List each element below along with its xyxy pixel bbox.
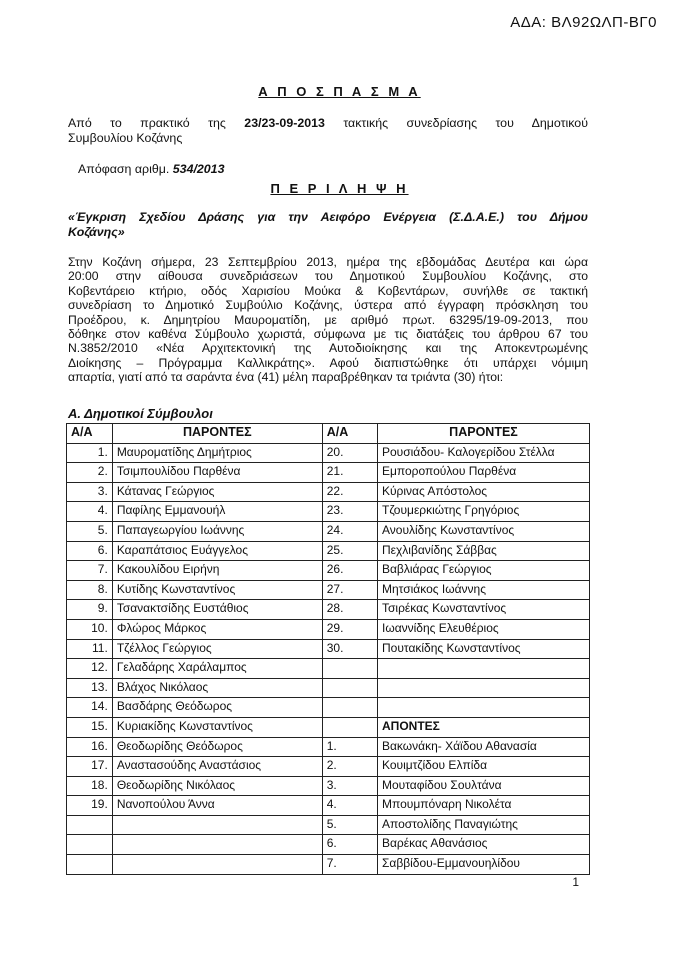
cell-name-left: Κάτανας Γεώργιος — [112, 482, 322, 502]
cell-aa-left: 9. — [67, 600, 113, 620]
cell-aa-left: 14. — [67, 698, 113, 718]
cell-name-right — [377, 698, 589, 718]
table-row — [67, 757, 590, 777]
cell-aa-right: 24. — [322, 521, 377, 541]
table-row — [67, 639, 590, 659]
cell-name-right: Πουτακίδης Κωνσταντίνος — [377, 639, 589, 659]
cell-aa-left: 12. — [67, 659, 113, 679]
subject-line-1: «Έγκριση Σχεδίου Δράσης για την Αειφόρο Ενέργεια (Σ.Δ.Α.Ε.) του Δήμου — [68, 210, 588, 224]
table-row — [67, 835, 590, 855]
table-row — [67, 541, 590, 561]
body-line: Προέδρου, κ. Δημητρίου Μαυροματίδη, με αριθμό πρωτ. 63295/19-09-2013, που — [68, 312, 588, 327]
table-row — [67, 619, 590, 639]
table-row — [67, 698, 590, 718]
body-line: δόθηκε στον καθένα Σύμβουλο χωριστά, σύμφωνα με τις διατάξεις του άρθρου 67 του — [68, 327, 588, 342]
apospasma-heading: Α Π Ο Σ Π Α Σ Μ Α — [258, 84, 421, 99]
cell-aa-right: 21. — [322, 463, 377, 483]
cell-name-left: Καραπάτσιος Ευάγγελος — [112, 541, 322, 561]
cell-aa-right: 30. — [322, 639, 377, 659]
cell-name-right: Κουιμτζίδου Ελπίδα — [377, 757, 589, 777]
cell-aa-left: 19. — [67, 796, 113, 816]
cell-aa-right: 26. — [322, 561, 377, 581]
cell-name-left: Τσανακτσίδης Ευστάθιος — [112, 600, 322, 620]
members-table — [66, 423, 590, 875]
cell-name-left — [112, 835, 322, 855]
cell-aa-right: 23. — [322, 502, 377, 522]
cell-aa-left: 6. — [67, 541, 113, 561]
perilipsi-heading: Π Ε Ρ Ι Λ Η Ψ Η — [270, 181, 409, 196]
cell-name-left: Τσιμπουλίδου Παρθένα — [112, 463, 322, 483]
cell-name-left: Τζέλλος Γεώργιος — [112, 639, 322, 659]
cell-aa-left: 3. — [67, 482, 113, 502]
cell-name-left: Κυτίδης Κωνσταντίνος — [112, 580, 322, 600]
cell-name-right: Πεχλιβανίδης Σάββας — [377, 541, 589, 561]
table-row — [67, 502, 590, 522]
cell-aa-left: 15. — [67, 717, 113, 737]
cell-aa-right — [322, 698, 377, 718]
table-row — [67, 855, 590, 875]
cell-name-right: Βακωνάκη- Χάϊδου Αθανασία — [377, 737, 589, 757]
cell-name-left — [112, 815, 322, 835]
cell-aa-right: 4. — [322, 796, 377, 816]
cell-name-left: Φλώρος Μάρκος — [112, 619, 322, 639]
cell-name-right: Βαβλιάρας Γεώργιος — [377, 561, 589, 581]
cell-aa-left: 16. — [67, 737, 113, 757]
col-header-aa-2: Α/Α — [322, 424, 377, 444]
cell-aa-right — [322, 678, 377, 698]
cell-name-right: Κύρινας Απόστολος — [377, 482, 589, 502]
cell-aa-left: 10. — [67, 619, 113, 639]
cell-aa-left: 5. — [67, 521, 113, 541]
cell-name-right — [377, 659, 589, 679]
cell-aa-right: 20. — [322, 443, 377, 463]
cell-name-left: Κυριακίδης Κωνσταντίνος — [112, 717, 322, 737]
cell-name-right: Αποστολίδης Παναγιώτης — [377, 815, 589, 835]
cell-aa-left: 4. — [67, 502, 113, 522]
table-row — [67, 561, 590, 581]
body-line: Διοίκησης – Πρόγραμμα Καλλικράτης». Αφού διαπιστώθηκε ότι υπάρχει νόμιμη — [68, 355, 588, 370]
cell-aa-left: 2. — [67, 463, 113, 483]
cell-aa-left — [67, 835, 113, 855]
subject-line-2: Κοζάνης» — [68, 225, 125, 239]
cell-name-left: Παπαγεωργίου Ιωάννης — [112, 521, 322, 541]
cell-aa-left: 11. — [67, 639, 113, 659]
cell-name-right: Σαββίδου-Εμμανουηλίδου — [377, 855, 589, 875]
cell-aa-right: 29. — [322, 619, 377, 639]
page-number: 1 — [572, 875, 579, 889]
cell-aa-left: 17. — [67, 757, 113, 777]
cell-aa-right — [322, 717, 377, 737]
cell-name-left: Αναστασούδης Αναστάσιος — [112, 757, 322, 777]
intro-line-2: Συμβουλίου Κοζάνης — [68, 131, 183, 145]
cell-aa-left: 18. — [67, 776, 113, 796]
cell-name-left — [112, 855, 322, 875]
cell-name-left: Μαυροματίδης Δημήτριος — [112, 443, 322, 463]
cell-name-right: Τζουμερκιώτης Γρηγόριος — [377, 502, 589, 522]
cell-name-right — [377, 678, 589, 698]
table-row — [67, 815, 590, 835]
cell-aa-left: 1. — [67, 443, 113, 463]
cell-name-left: Θεοδωρίδης Θεόδωρος — [112, 737, 322, 757]
cell-name-right: Μουταφίδου Σουλτάνα — [377, 776, 589, 796]
cell-name-right: Μπουμπόναρη Νικολέτα — [377, 796, 589, 816]
table-row — [67, 678, 590, 698]
body-line: Στην Κοζάνη σήμερα, 23 Σεπτεμβρίου 2013, ημέρα της εβδομάδας Δευτέρα και ώρα — [68, 255, 588, 269]
cell-aa-right: 5. — [322, 815, 377, 835]
cell-name-left: Βασδάρης Θεόδωρος — [112, 698, 322, 718]
cell-name-right: Τσιρέκας Κωνσταντίνος — [377, 600, 589, 620]
table-header-row — [67, 424, 590, 444]
cell-name-right: Εμποροπούλου Παρθένα — [377, 463, 589, 483]
table-row — [67, 443, 590, 463]
table-row — [67, 463, 590, 483]
table-row — [67, 776, 590, 796]
cell-aa-left: 7. — [67, 561, 113, 581]
table-row — [67, 717, 590, 737]
cell-aa-right: 7. — [322, 855, 377, 875]
cell-aa-right: 2. — [322, 757, 377, 777]
table-row — [67, 796, 590, 816]
table-row — [67, 737, 590, 757]
decision-number: Απόφαση αριθμ. 534/2013 — [78, 162, 225, 176]
cell-name-right: Μητσιάκος Ιωάννης — [377, 580, 589, 600]
cell-aa-right: 3. — [322, 776, 377, 796]
cell-aa-left: 8. — [67, 580, 113, 600]
body-line: Ν.3852/2010 «Νέα Αρχιτεκτονική της Αυτοδιοίκησης και της Αποκεντρωμένης — [68, 341, 588, 356]
cell-name-left: Παφίλης Εμμανουήλ — [112, 502, 322, 522]
cell-name-right: Ιωαννίδης Ελευθέριος — [377, 619, 589, 639]
cell-name-left: Βλάχος Νικόλαος — [112, 678, 322, 698]
body-line: 20:00 στην αίθουσα συνεδριάσεων του Δημοτικού Συμβουλίου Κοζάνης, στο — [68, 269, 588, 284]
col-header-present-2: ΠΑΡΟΝΤΕΣ — [377, 424, 589, 444]
table-row — [67, 580, 590, 600]
cell-aa-right: 6. — [322, 835, 377, 855]
table-row — [67, 521, 590, 541]
cell-aa-right: 22. — [322, 482, 377, 502]
cell-aa-right: 28. — [322, 600, 377, 620]
cell-name-left: Νανοπούλου Άννα — [112, 796, 322, 816]
cell-name-left: Κακουλίδου Ειρήνη — [112, 561, 322, 581]
cell-aa-left — [67, 855, 113, 875]
cell-name-right: Βαρέκας Αθανάσιος — [377, 835, 589, 855]
cell-name-left: Θεοδωρίδης Νικόλαος — [112, 776, 322, 796]
table-row — [67, 482, 590, 502]
cell-aa-left — [67, 815, 113, 835]
intro-line-1: Από το πρακτικό της 23/23-09-2013 τακτικής συνεδρίασης του Δημοτικού — [68, 116, 588, 130]
cell-aa-right: 27. — [322, 580, 377, 600]
table-row — [67, 659, 590, 679]
cell-aa-right — [322, 659, 377, 679]
table-row — [67, 600, 590, 620]
cell-name-right: ΑΠΟΝΤΕΣ — [377, 717, 589, 737]
ada-code: ΑΔΑ: ΒΛ92ΩΛΠ-ΒΓ0 — [510, 14, 657, 31]
cell-aa-right: 25. — [322, 541, 377, 561]
cell-name-right: Ανουλίδης Κωνσταντίνος — [377, 521, 589, 541]
section-title: Α. Δημοτικοί Σύμβουλοι — [68, 406, 213, 421]
body-paragraph — [68, 255, 588, 385]
cell-aa-right: 1. — [322, 737, 377, 757]
body-line: απαρτία, γιατί από τα σαράντα ένα (41) μέλη παραβρέθηκαν τα τριάντα (30) ήτοι: — [68, 370, 504, 385]
cell-aa-left: 13. — [67, 678, 113, 698]
cell-name-right: Ρουσιάδου- Καλογερίδου Στέλλα — [377, 443, 589, 463]
col-header-present-1: ΠΑΡΟΝΤΕΣ — [112, 424, 322, 444]
body-line: Κοβεντάρειο κτήριο, οδός Χαρισίου Μούκα & Κοβεντάρων, συνήλθε σε τακτική — [68, 283, 588, 298]
cell-name-left: Γελαδάρης Χαράλαμπος — [112, 659, 322, 679]
col-header-aa-1: Α/Α — [67, 424, 113, 444]
body-line: συνεδρίαση το Δημοτικό Συμβούλιο Κοζάνης, ύστερα από έγγραφη πρόσκληση του — [68, 298, 588, 313]
